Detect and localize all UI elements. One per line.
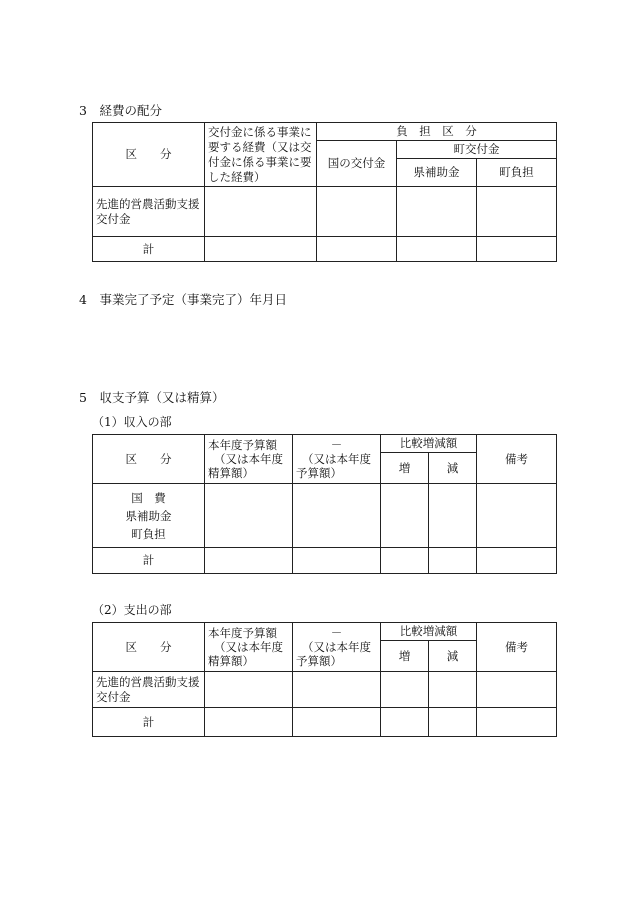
expense-prev-line3: 予算額）	[296, 654, 342, 668]
expense-allocation-table	[92, 122, 557, 262]
income-prev-line2: （又は本年度	[302, 452, 371, 466]
expense-table	[92, 622, 557, 737]
expense-total-previous	[293, 708, 381, 737]
income-table	[92, 434, 557, 574]
header-town-grant: 町交付金	[397, 141, 557, 159]
section5-heading: 5 収支予算（又は精算）	[79, 390, 225, 405]
expense-budget-line2: （又は本年度	[214, 640, 283, 654]
section4-heading: 4 事業完了予定（事業完了）年月日	[79, 292, 287, 307]
income-header-kubun: 区 分	[93, 435, 205, 484]
income-cell-increase	[381, 484, 429, 548]
income-section-title: （1）収入の部	[92, 415, 172, 429]
income-items	[93, 484, 205, 548]
cell-town	[477, 187, 557, 237]
income-cell-budget	[205, 484, 293, 548]
expense-header-budget	[205, 623, 293, 672]
expense-cell-note	[477, 672, 557, 708]
cell-total-town	[477, 237, 557, 262]
income-header-previous	[293, 435, 381, 484]
income-total-increase	[381, 548, 429, 574]
expense-total-budget	[205, 708, 293, 737]
income-header-decrease: 減	[429, 453, 477, 484]
expense-header-note: 備考	[477, 623, 557, 672]
row-advanced-farming-grant: 先進的営農活動支援交付金	[93, 187, 205, 237]
income-total-decrease	[429, 548, 477, 574]
income-cell-decrease	[429, 484, 477, 548]
income-prev-line3: 予算額）	[296, 466, 342, 480]
income-header-budget	[205, 435, 293, 484]
cell-total-national	[317, 237, 397, 262]
expense-budget-line1: 本年度予算額	[208, 626, 277, 640]
header-kubun: 区 分	[93, 123, 205, 187]
income-total-budget	[205, 548, 293, 574]
expense-total-note	[477, 708, 557, 737]
expense-row-total: 計	[93, 708, 205, 737]
expense-prev-line1: －	[330, 626, 343, 640]
header-project-cost: 交付金に係る事業に要する経費（又は交付金に係る事業に要した経費）	[205, 123, 317, 187]
row-total: 計	[93, 237, 205, 262]
cell-total-prefecture	[397, 237, 477, 262]
income-item-prefecture: 県補助金	[125, 508, 172, 523]
expense-prev-line2: （又は本年度	[302, 640, 371, 654]
income-item-national: 国 費	[131, 490, 166, 505]
income-budget-line3: 精算額）	[208, 466, 254, 480]
cell-national	[317, 187, 397, 237]
expense-header-increase: 増	[381, 641, 429, 672]
income-header-increase: 増	[381, 453, 429, 484]
income-cell-note	[477, 484, 557, 548]
expense-header-kubun: 区 分	[93, 623, 205, 672]
expense-cell-previous	[293, 672, 381, 708]
expense-header-compare: 比較増減額	[381, 623, 477, 641]
header-national-grant: 国の交付金	[317, 141, 397, 187]
income-cell-previous	[293, 484, 381, 548]
income-budget-line1: 本年度予算額	[208, 438, 277, 452]
income-item-town: 町負担	[131, 526, 166, 541]
expense-section-title: （2）支出の部	[92, 603, 172, 617]
header-prefecture-subsidy: 県補助金	[397, 159, 477, 187]
income-total-previous	[293, 548, 381, 574]
income-budget-line2: （又は本年度	[214, 452, 283, 466]
cell-prefecture	[397, 187, 477, 237]
expense-budget-line3: 精算額）	[208, 654, 254, 668]
expense-cell-increase	[381, 672, 429, 708]
cell-cost	[205, 187, 317, 237]
section3-heading: 3 経費の配分	[79, 103, 162, 118]
expense-total-decrease	[429, 708, 477, 737]
expense-total-increase	[381, 708, 429, 737]
expense-header-decrease: 減	[429, 641, 477, 672]
expense-cell-decrease	[429, 672, 477, 708]
income-row-total: 計	[93, 548, 205, 574]
expense-row-advanced-farming-grant: 先進的営農活動支援交付金	[93, 672, 205, 708]
income-total-note	[477, 548, 557, 574]
expense-cell-budget	[205, 672, 293, 708]
income-prev-line1: －	[330, 438, 343, 452]
income-header-note: 備考	[477, 435, 557, 484]
header-burden-division: 負 担 区 分	[317, 123, 557, 141]
expense-header-previous	[293, 623, 381, 672]
header-town-burden: 町負担	[477, 159, 557, 187]
cell-total-cost	[205, 237, 317, 262]
income-header-compare: 比較増減額	[381, 435, 477, 453]
